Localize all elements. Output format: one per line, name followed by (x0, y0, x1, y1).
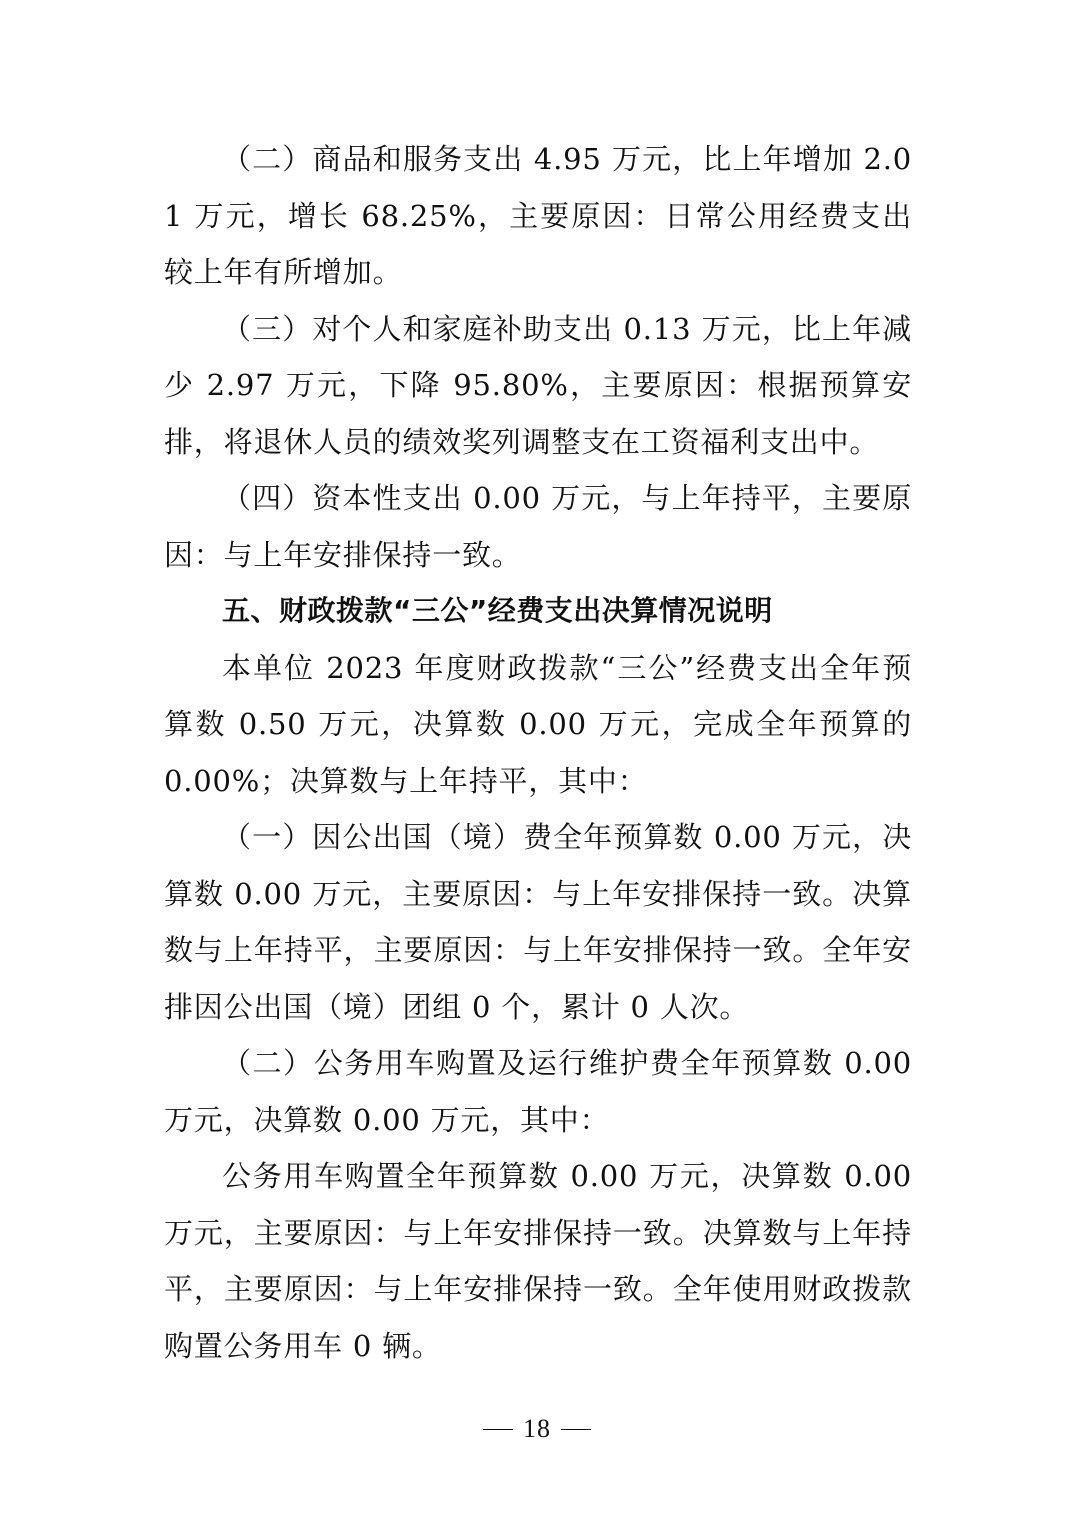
paragraph-household-subsidy: （三）对个人和家庭补助支出 0.13 万元，比上年减少 2.97 万元，下降 95.80%，主要原因：根据预算安排，将退休人员的绩效奖列调整支在工资福利支出中。 (164, 311, 912, 459)
section-heading: 五、财政拨款“三公”经费支出决算情况说明 (222, 594, 773, 627)
document-body (164, 131, 912, 1374)
paragraph-vehicle-purchase: 公务用车购置全年预算数 0.00 万元，决算数 0.00 万元，主要原因：与上年安排保持一致。决算数与上年持平，主要原因：与上年安排保持一致。全年使用财政拨款购置公务用车 0 辆。 (164, 1159, 912, 1363)
footer-dash-right (561, 1429, 591, 1430)
paragraph-vehicle-costs: （二）公务用车购置及运行维护费全年预算数 0.00 万元，决算数 0.00 万元，其中： (164, 1046, 912, 1137)
footer-dash-left (483, 1429, 513, 1430)
paragraph-capital-expenditure: （四）资本性支出 0.00 万元，与上年持平，主要原因：与上年安排保持一致。 (164, 481, 912, 572)
page-number: 18 (523, 1414, 551, 1443)
page-footer (0, 1408, 1074, 1449)
paragraph-overseas-travel: （一）因公出国（境）费全年预算数 0.00 万元，决算数 0.00 万元，主要原因：与上年安排保持一致。决算数与上年持平，主要原因：与上年安排保持一致。全年安排因公出国（境）团组 0 个，累计 0 人次。 (164, 820, 912, 1024)
paragraph-three-public-overview: 本单位 2023 年度财政拨款“三公”经费支出全年预算数 0.50 万元，决算数 0.00 万元，完成全年预算的 0.00%；决算数与上年持平，其中： (164, 650, 912, 798)
paragraph-goods-services: （二）商品和服务支出 4.95 万元，比上年增加 2.01 万元，增长 68.25%，主要原因：日常公用经费支出较上年有所增加。 (164, 142, 912, 289)
